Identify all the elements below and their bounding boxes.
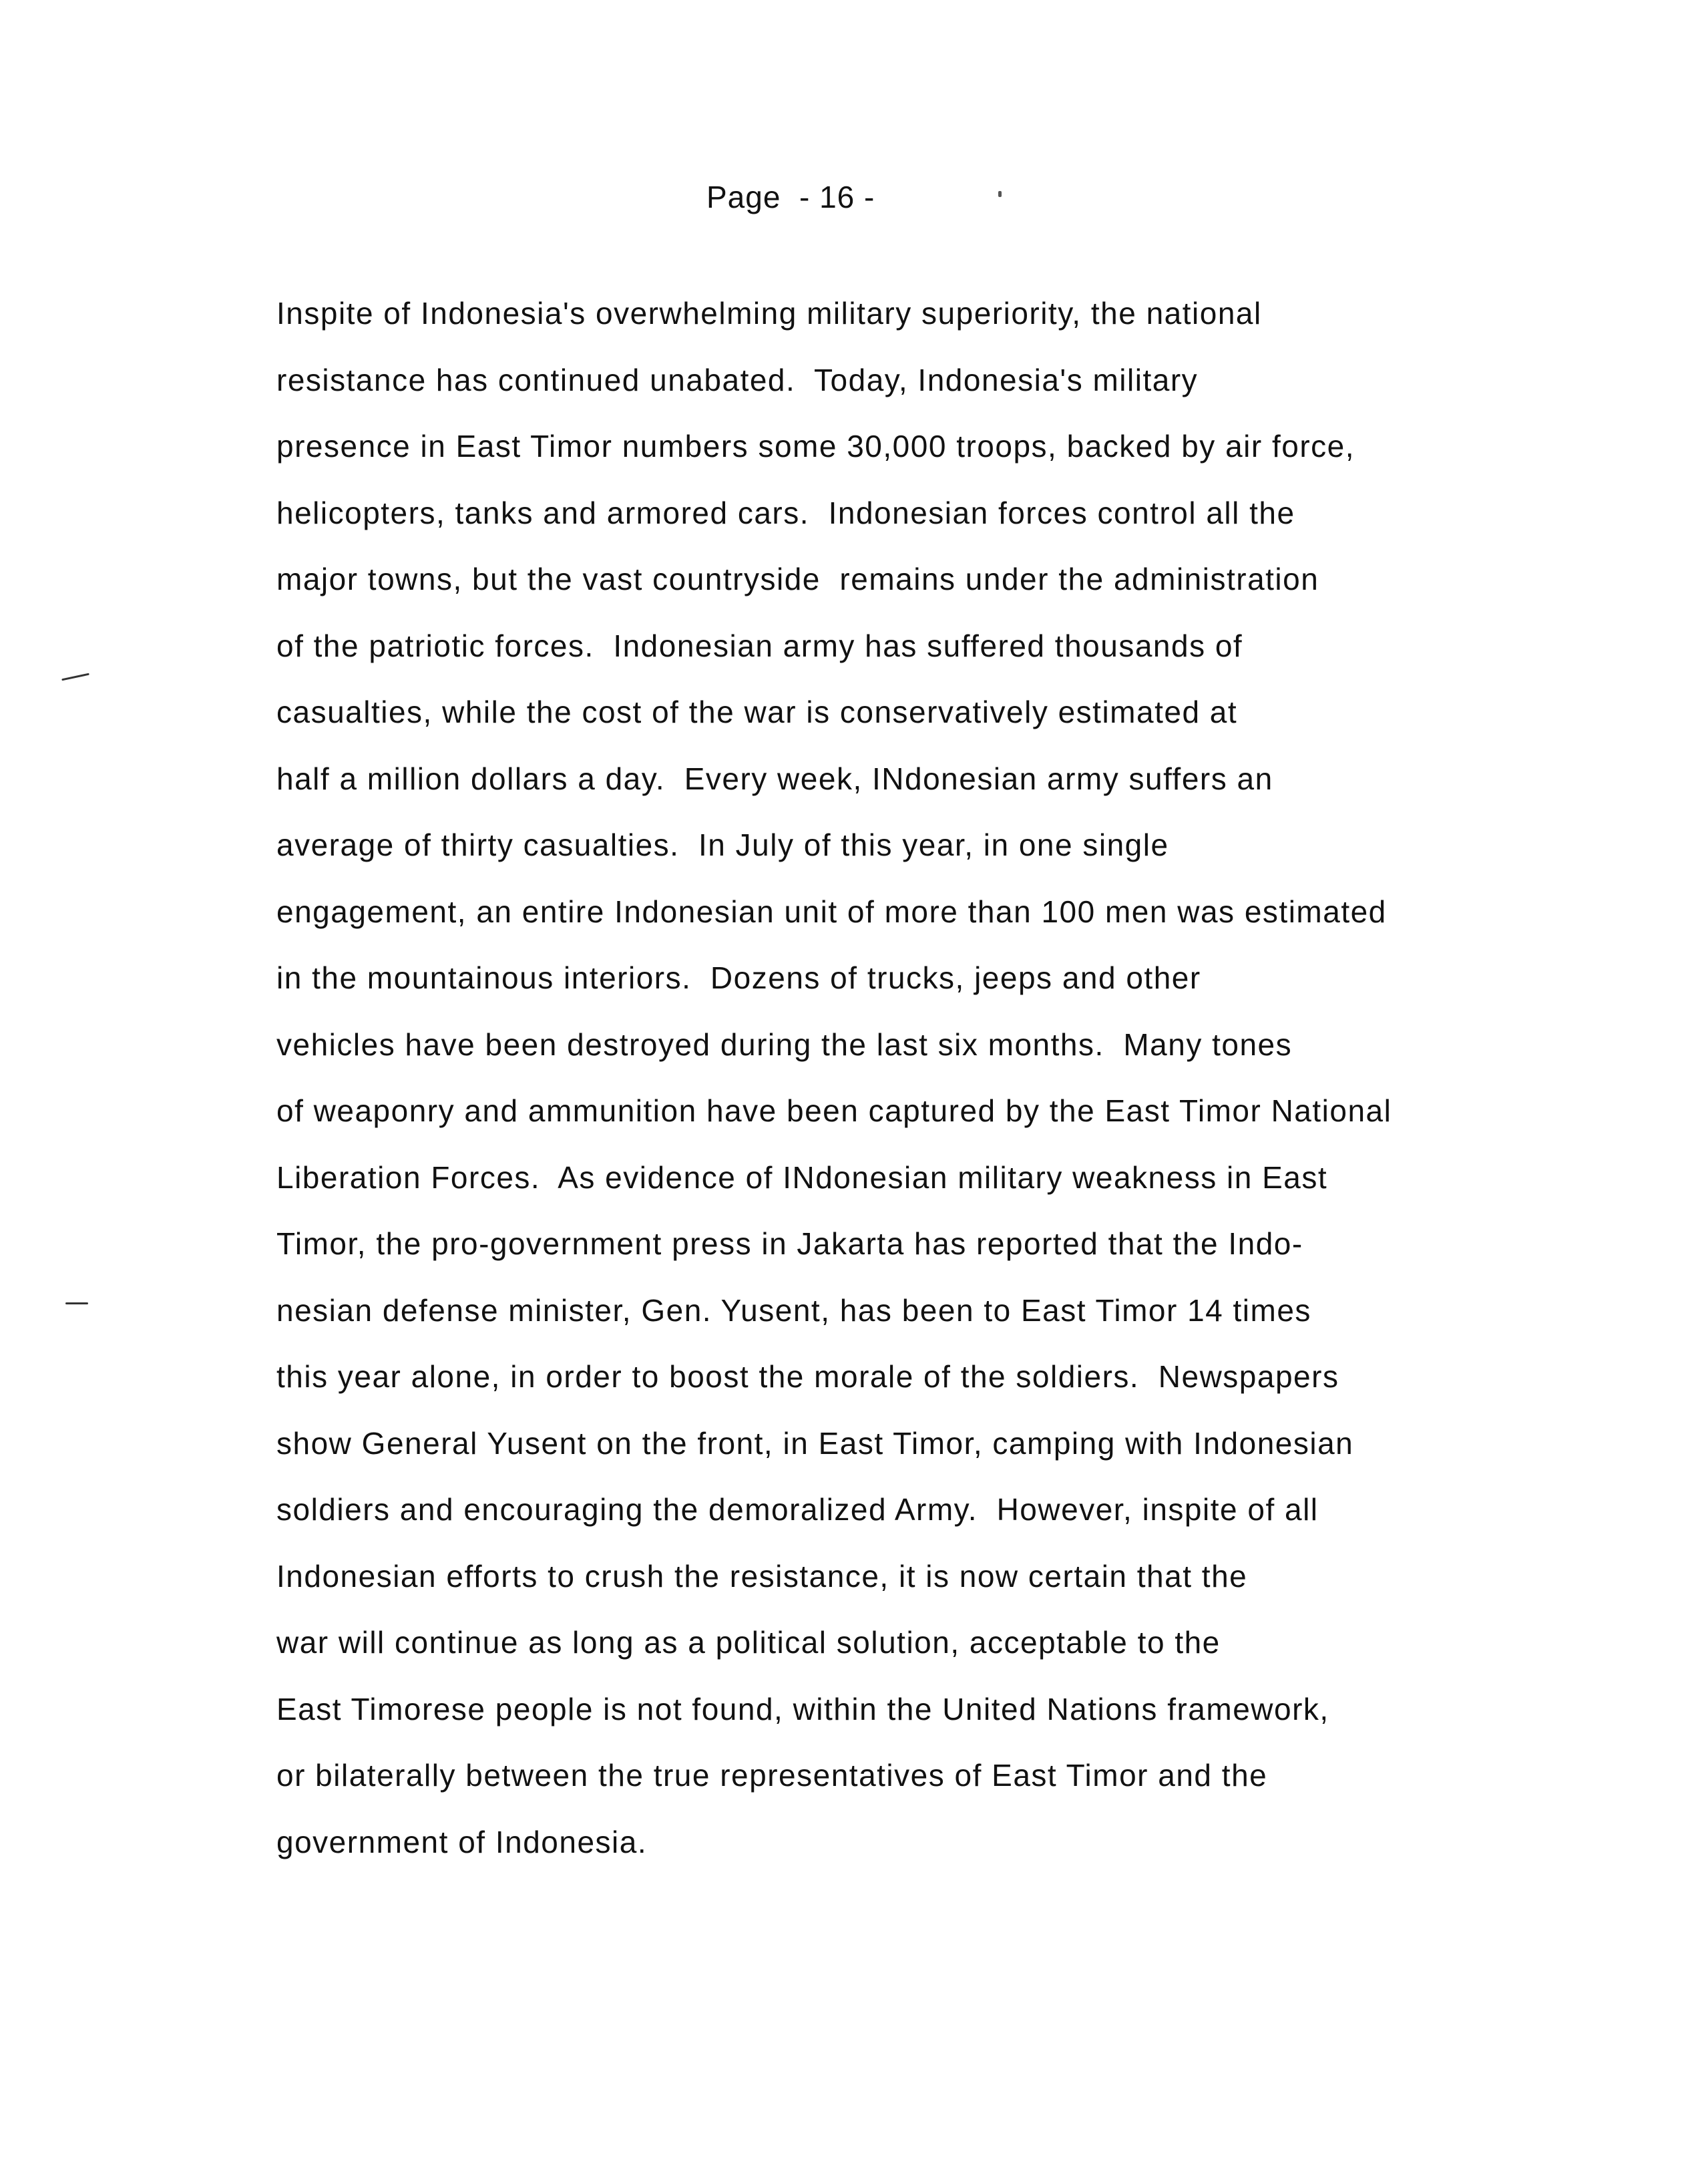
text-line: Indonesian efforts to crush the resistance, it is now certain that the bbox=[276, 1558, 1248, 1594]
text-line: war will continue as long as a political solution, acceptable to the bbox=[276, 1625, 1221, 1660]
text-line: of weaponry and ammunition have been captured by the East Timor National bbox=[276, 1093, 1392, 1128]
text-line: this year alone, in order to boost the morale of the soldiers. Newspapers bbox=[276, 1359, 1339, 1394]
scan-speck bbox=[998, 191, 1002, 197]
text-line: nesian defense minister, Gen. Yusent, has been to East Timor 14 times bbox=[276, 1292, 1311, 1328]
text-line: government of Indonesia. bbox=[276, 1824, 648, 1859]
text-line: casualties, while the cost of the war is conservatively estimated at bbox=[276, 695, 1238, 729]
text-line: soldiers and encouraging the demoralized Army. However, inspite of all bbox=[276, 1492, 1319, 1527]
text-line: major towns, but the vast countryside remains under the administration bbox=[276, 562, 1319, 596]
text-line: resistance has continued unabated. Today, Indonesia's military bbox=[276, 362, 1199, 397]
text-line: vehicles have been destroyed during the last six months. Many tones bbox=[276, 1027, 1293, 1062]
text-line: of the patriotic forces. Indonesian army has suffered thousands of bbox=[276, 628, 1243, 663]
body-paragraph bbox=[276, 281, 1612, 1875]
text-line: average of thirty casualties. In July of this year, in one single bbox=[276, 828, 1169, 862]
text-line: Liberation Forces. As evidence of INdonesian military weakness in East bbox=[276, 1159, 1328, 1195]
text-line: Inspite of Indonesia's overwhelming military superiority, the national bbox=[276, 296, 1262, 331]
text-line: or bilaterally between the true representatives of East Timor and the bbox=[276, 1758, 1268, 1793]
text-line: helicopters, tanks and armored cars. Indonesian forces control all the bbox=[276, 495, 1295, 530]
text-line: show General Yusent on the front, in East Timor, camping with Indonesian bbox=[276, 1425, 1354, 1461]
text-line: half a million dollars a day. Every week, INdonesian army suffers an bbox=[276, 761, 1273, 796]
text-line: presence in East Timor numbers some 30,000 troops, backed by air force, bbox=[276, 429, 1355, 464]
text-line: engagement, an entire Indonesian unit of more than 100 men was estimated bbox=[276, 894, 1387, 929]
page-number: Page - 16 - bbox=[706, 180, 875, 214]
text-line: Timor, the pro-government press in Jakarta has reported that the Indo- bbox=[276, 1226, 1303, 1261]
text-line: East Timorese people is not found, within the United Nations framework, bbox=[276, 1691, 1329, 1726]
margin-mark bbox=[61, 673, 89, 681]
margin-mark bbox=[65, 1302, 88, 1304]
text-line: in the mountainous interiors. Dozens of trucks, jeeps and other bbox=[276, 960, 1201, 995]
